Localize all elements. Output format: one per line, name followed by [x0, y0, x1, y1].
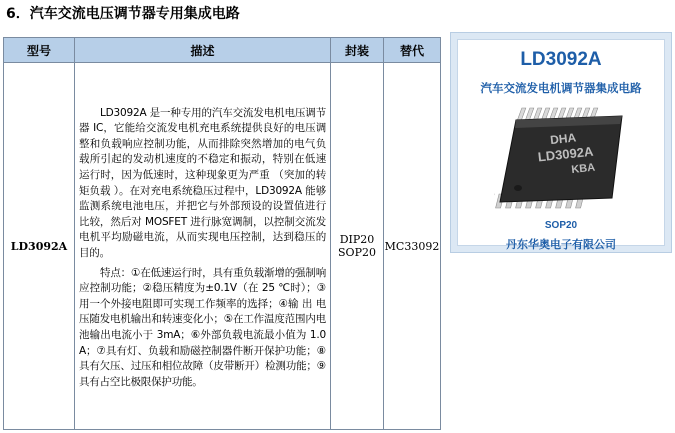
table-row	[4, 63, 441, 430]
chip-photo	[494, 102, 630, 216]
header-model: 型号	[4, 38, 75, 63]
chip-marking-line-1: DHA	[549, 130, 577, 148]
chip-marking-line-3: KBA	[570, 161, 596, 177]
header-alternative: 替代	[384, 38, 441, 63]
product-model-title: LD3092A	[520, 49, 602, 70]
product-image-panel	[450, 32, 672, 253]
header-package: 封装	[331, 38, 384, 63]
cell-description	[75, 63, 331, 430]
product-name: 汽车交流发电机调节器集成电路	[480, 81, 642, 95]
description-paragraph-1: LD3092A 是一种专用的汽车交流发电机电压调节器 IC，它能给交流发电机充电系统提供良好的电压调整和负载响应控制功能，从而排除突然增加的电气负载所引起的发动机速度的不稳定和振动，特别在低速运行时，因为低速时，这种现象更为严重 （突加的转矩负载 ）。在对充电系统稳压过程中，LD3092A 能够监测系统电池电压，并把它与外部预设的设置值进行比较，然后对 MOSFET 进行脉宽调制，以控制交流发电机平均励磁电流，从而实现电压控制，达到稳压的目的。	[79, 106, 326, 259]
description-paragraph-2: 特点：①在低速运行时，具有重负载渐增的强制响应控制功能；②稳压精度为±0.1V（在 25 ℃时）；③用一个外接电阻即可实现工作频率的选择；④输 出 电压随发电机输出和转速变化小；⑤在工作温度范围内电池输出电流小于 3mA；⑥外部负载电流最小值为 1.0A；⑦具有灯、负载和励磁控制器件断开保护功能；⑧具有欠压、过压和相位故障（皮带断开）检测功能；⑨具有占空比极限保护功能。	[79, 266, 326, 388]
chip-marking-line-2: LD3092A	[537, 143, 594, 165]
product-company: 丹东华奥电子有限公司	[506, 238, 616, 251]
spec-table	[3, 37, 441, 430]
cell-model: LD3092A	[4, 63, 75, 430]
cell-package	[331, 63, 384, 430]
section-title: 6．汽车交流电压调节器专用集成电路	[6, 6, 240, 22]
cell-alternative: MC33092	[384, 63, 441, 430]
table-header-row	[4, 38, 441, 63]
product-image-frame	[457, 39, 665, 251]
header-description: 描述	[75, 38, 331, 63]
product-package: SOP20	[544, 220, 578, 231]
package-line-1: DIP20	[339, 233, 375, 246]
package-line-2: SOP20	[338, 246, 376, 259]
